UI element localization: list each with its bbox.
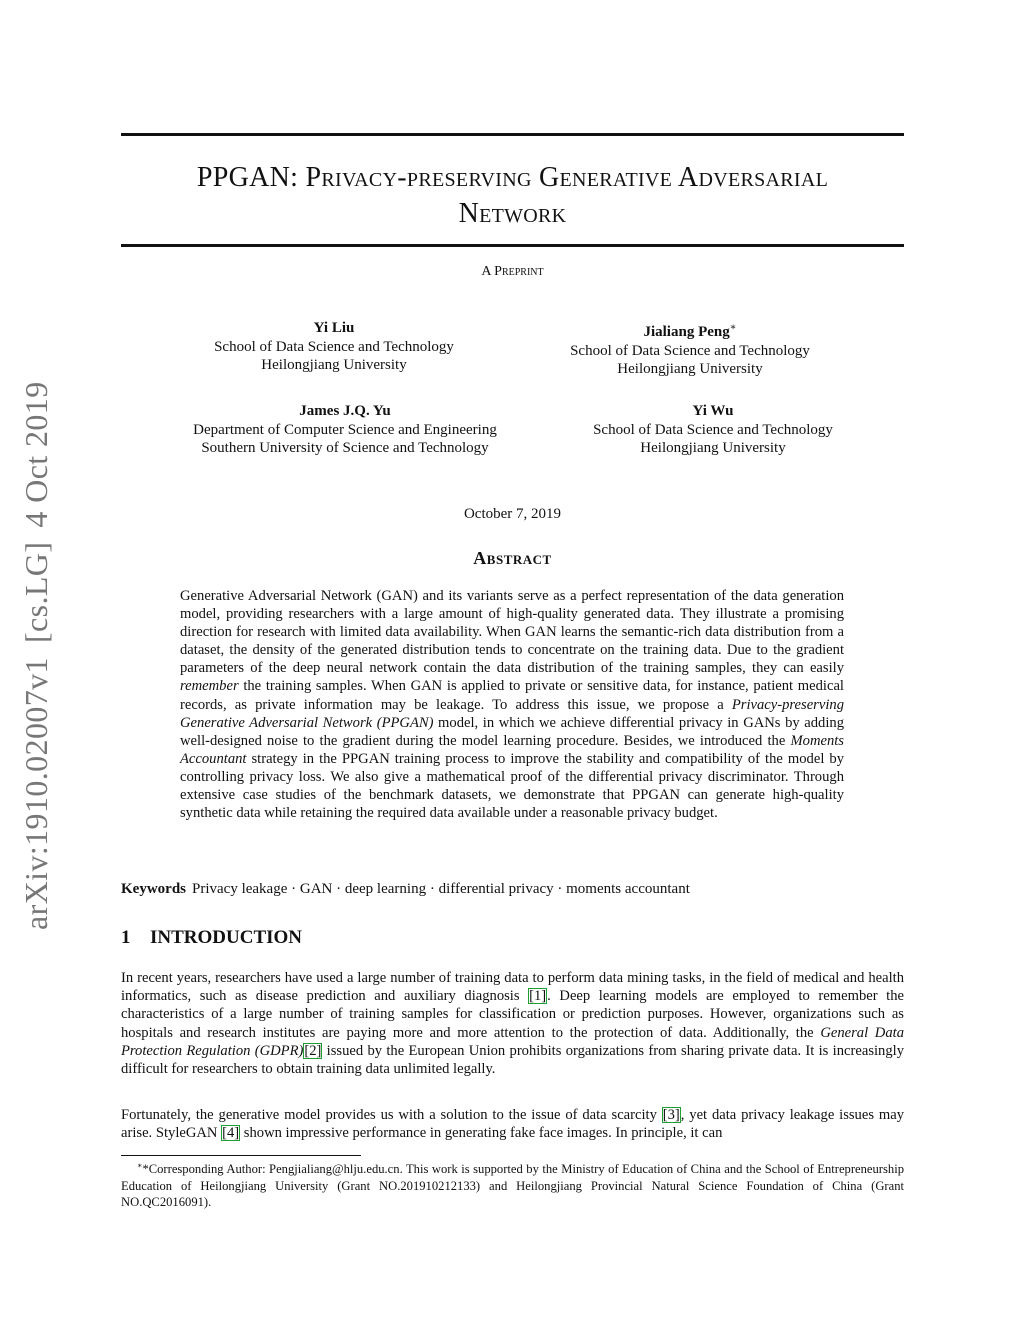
- author-block: [560, 402, 866, 458]
- abstract-text: Generative Adversarial Network (GAN) and its variants serve as a perfect representation of the data generation model, providing researchers with a large amount of high-quality generated data. They illustrate a promising direction for research with limited data availability. When GAN learns the semantic-rich data distribution from a dataset, the density of the generated distribution tends to concentrate on the training data. Due to the gradient parameters of the deep neural network contain the data distribution of the training samples, they can easily remember the training samples. When GAN is applied to private or sensitive data, for instance, patient medical records, as private information may be leakage. To address this issue, we propose a Privacy-preserving Generative Adversarial Network (PPGAN) model, in which we achieve differential privacy in GANs by adding well-designed noise to the gradient during the model learning procedure. Besides, we introduced the Moments Accountant strategy in the PPGAN training process to improve the stability and compatibility of the model by controlling privacy loss. We also give a mathematical proof of the differential privacy discriminator. Through extensive case studies of the benchmark datasets, we demonstrate that PPGAN can generate high-quality synthetic data while retaining the required data available under a reasonable privacy budget.: [180, 588, 844, 822]
- section-heading: [121, 927, 302, 949]
- title-bottom-rule: [121, 244, 904, 247]
- arxiv-id: arXiv:1910.02007v1: [18, 657, 54, 930]
- arxiv-date: 4 Oct 2019: [18, 381, 54, 528]
- keywords: [121, 881, 904, 898]
- title-line-1: PPGAN: Privacy-preserving Generative Adversarial: [196, 162, 829, 193]
- intro-paragraph: In recent years, researchers have used a large number of training data to perform data mining tasks, in the field of medical and health informatics, such as disease prediction and auxiliary diagnosis [1]. Deep learning models are employed to remember the characteristics of a large number of training samples for classification or prediction purposes. However, organizations such as hospitals and research institutes are paying more and more attention to the protection of data. Additionally, the General Data Protection Regulation (GDPR)[2] issued by the European Union prohibits organizations from sharing private data. It is increasingly difficult for researchers to obtain training data unlimited legally.: [121, 970, 905, 1078]
- keywords-label: Keywords: [121, 881, 186, 897]
- preprint-label: A Preprint: [481, 264, 544, 279]
- footnote-rule: [121, 1155, 361, 1156]
- arxiv-category: [cs.LG]: [18, 541, 54, 644]
- paper-date: October 7, 2019: [463, 506, 562, 522]
- section-number: 1: [121, 927, 131, 948]
- author-block: [160, 402, 530, 458]
- author-block: [180, 319, 488, 375]
- author-name: James J.Q. Yu: [299, 403, 391, 419]
- paper-title: [121, 160, 904, 232]
- footnote: ∗*Corresponding Author: Pengjialiang@hlju.edu.cn. This work is supported by the Ministry of Education of China and the School of Entrepreneurship Education of Heilongjiang University (Grant NO.201910212133) and Heilongjiang Provincial Natural Science Foundation of China (Grant NO.QC2016091).: [121, 1161, 904, 1210]
- citation-link[interactable]: [2]: [304, 1042, 322, 1059]
- author-dept: Department of Computer Science and Engineering: [193, 421, 497, 438]
- citation-link[interactable]: [3]: [662, 1107, 680, 1123]
- author-name: Yi Liu: [313, 320, 355, 336]
- arxiv-side-stamp: [18, 367, 55, 930]
- author-univ: Heilongjiang University: [617, 361, 763, 377]
- intro-paragraph: Fortunately, the generative model provides us with a solution to the issue of data scarcity [3], yet data privacy leakage issues may arise. StyleGAN [4] shown impressive performance in generating fake face images. In principle, it can: [121, 1107, 904, 1142]
- author-name: Yi Wu: [692, 403, 734, 419]
- author-univ: Heilongjiang University: [640, 440, 786, 456]
- title-top-rule: [121, 133, 904, 136]
- citation-link[interactable]: [1]: [529, 988, 547, 1005]
- section-title: INTRODUCTION: [150, 927, 303, 948]
- author-dept: School of Data Science and Technology: [570, 342, 810, 359]
- abstract-heading: Abstract: [473, 548, 552, 568]
- author-univ: Southern University of Science and Technology: [201, 440, 489, 456]
- keywords-text: Privacy leakage · GAN · deep learning · differential privacy · moments accountant: [192, 881, 690, 897]
- author-univ: Heilongjiang University: [261, 357, 407, 373]
- author-block: [540, 319, 840, 379]
- citation-link[interactable]: [4]: [222, 1125, 240, 1142]
- author-name: Jialiang Peng∗: [643, 322, 737, 340]
- title-line-2: Network: [458, 198, 567, 229]
- author-dept: School of Data Science and Technology: [214, 338, 454, 355]
- author-dept: School of Data Science and Technology: [593, 421, 833, 438]
